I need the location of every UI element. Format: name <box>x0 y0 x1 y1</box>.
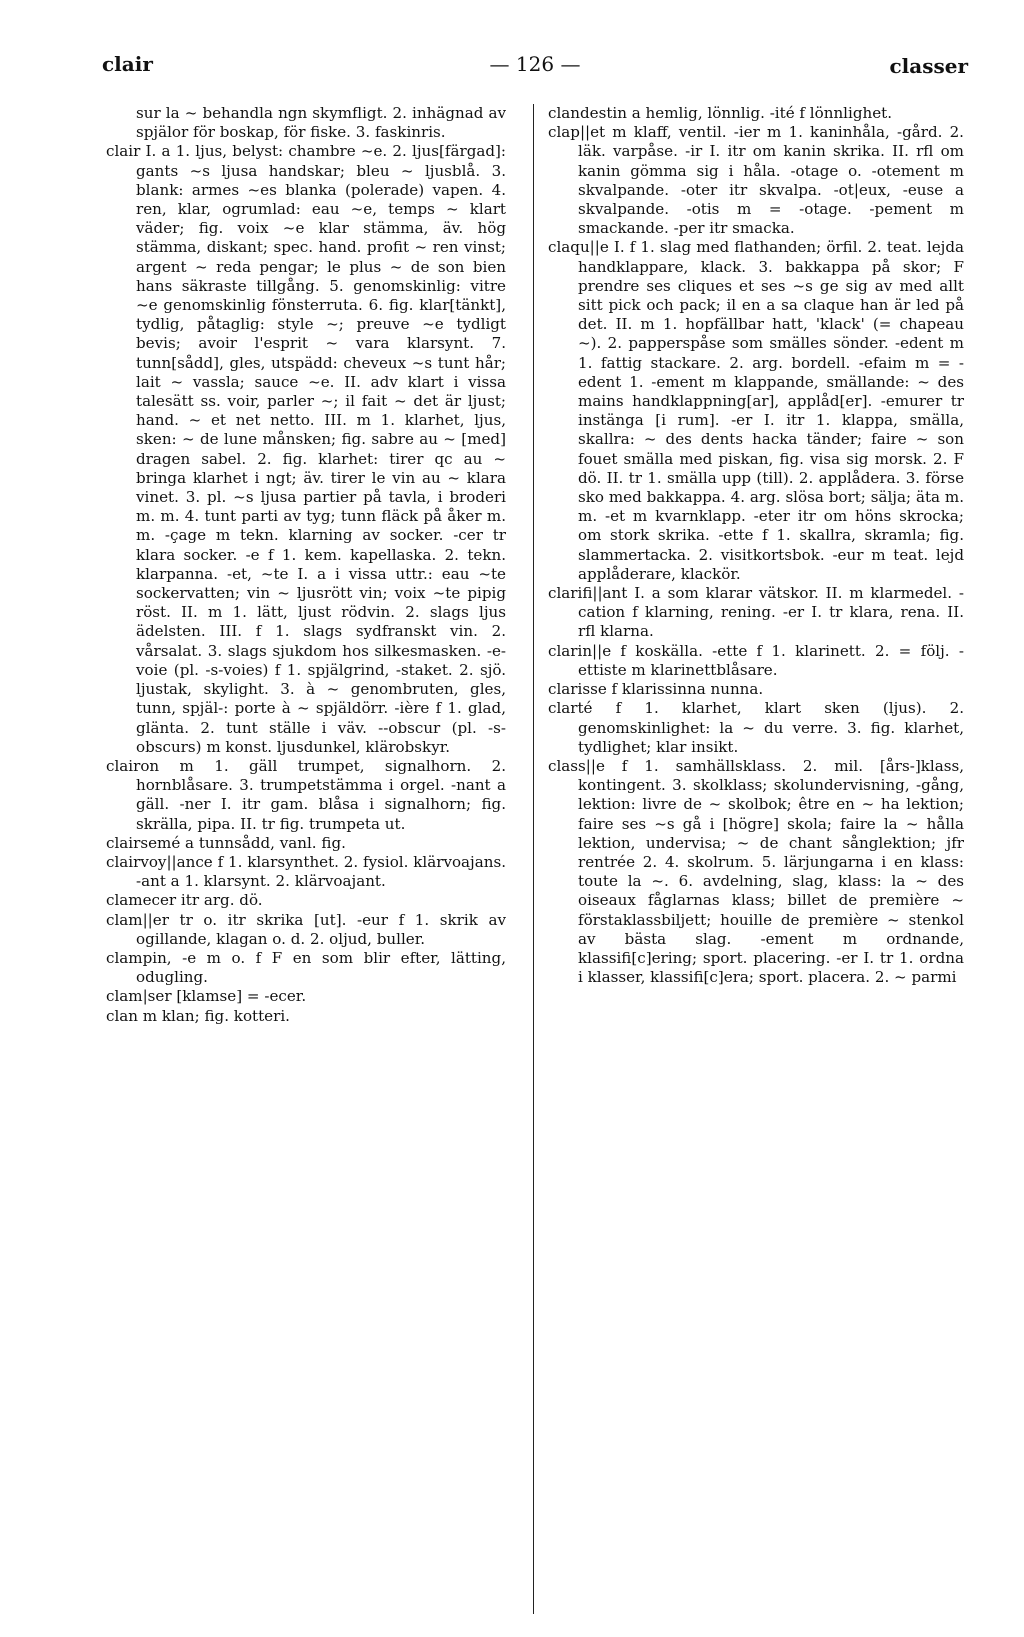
dictionary-entry: clairsemé a tunnsådd, vanl. fig. <box>106 833 346 852</box>
right-column <box>548 104 964 987</box>
dictionary-entry: clair I. a 1. ljus, belyst: chambre ~e. 2. ljus[färgad]: gants ~s ljusa handskar; bleu ~ ljusblå. 3. blank: armes ~es blanka (polerade) vapen. 4. ren, klar, ogrumlad: eau ~e, temps ~ klart väder; fig. voix ~e klar stämma, äv. hög stämma, diskant; spec. hand. profit ~ ren vinst; argent ~ reda pengar; le plus ~ de son bien hans säkraste tillgång. 5. genomskinlig: vitre ~e genomskinlig fönsterruta. 6. fig. klar[tänkt], tydlig, påtaglig: style ~; preuve ~e tydligt bevis; avoir l'esprit ~ vara klarsynt. 7. tunn[sådd], gles, utspädd: cheveux ~s tunt hår; lait ~ vassla; sauce ~e. II. adv klart i vissa talesätt ss. voir, parler ~; il fait ~ det är ljust; hand. ~ et net netto. III. m 1. klarhet, ljus, sken: ~ de lune månsken; fig. sabre au ~ [med] dragen sabel. 2. fig. klarhet: tirer qc au ~ bringa klarhet i ngt; äv. tirer le vin au ~ klara vinet. 3. pl. ~s ljusa partier på tavla, i broderi m. m. 4. tunt parti av tyg; tunn fläck på åker m. m. -çage m tekn. klarning av socker. -cer tr klara socker. -e f 1. kem. kapellaska. 2. tekn. klarpanna. -et, ~te I. a i vissa uttr.: eau ~te sockervatten; vin ~ ljusrött vin; voix ~te pipig röst. II. m 1. lätt, ljust rödvin. 2. slags ljus ädelsten. III. f 1. slags sydfranskt vin. 2. vårsalat. 3. slags sjukdom hos silkesmasken. -e-voie (pl. -s-voies) f 1. spjälgrind, -staket. 2. sjö. ljustak, skylight. 3. à ~ genombruten, gles, tunn, spjäl-: porte à ~ spjäldörr. -ière f 1. glad, glänta. 2. tunt ställe i väv. --obscur (pl. -s-obscurs) m konst. ljusdunkel, klärobskyr. <box>106 142 506 756</box>
dictionary-entry: clairon m 1. gäll trumpet, signalhorn. 2. hornblåsare. 3. trumpetstämma i orgel. -nant a gäll. -ner I. itr gam. blåsa i signalhorn; fig. skrälla, pipa. II. tr fig. trumpeta ut. <box>106 756 506 833</box>
dictionary-entry: clandestin a hemlig, lönnlig. -ité f lönnlighet. <box>548 104 892 122</box>
left-column <box>106 104 506 1026</box>
dictionary-entry: clairvoy||ance f 1. klarsynthet. 2. fysiol. klärvoajans. -ant a 1. klarsynt. 2. klärvoajant. <box>106 852 506 891</box>
dictionary-entry: clarisse f klarissinna nunna. <box>548 680 764 699</box>
dictionary-entry: clarifi||ant I. a som klarar vätskor. II. m klarmedel. -cation f klarning, rening. -er I. tr klara, rena. II. rfl klarna. <box>548 584 964 641</box>
dictionary-entry: clam|ser [klamse] = -ecer. <box>106 987 307 1006</box>
column-divider <box>533 104 534 1614</box>
header-left-guide-word: clair <box>102 52 153 76</box>
dictionary-entry: class||e f 1. samhällsklass. 2. mil. [års-]klass, kontingent. 3. skolklass; skolundervisning, -gång, lektion: livre de ~ skolbok; être en ~ ha lektion; faire ses ~s gå i [högre] skola; faire la ~ hålla lektion, undervisa; ~ de chant sånglektion; jfr rentrée 2. 4. skolrum. 5. lärjungarna i en klass: toute la ~. 6. avdelning, slag, klass: la ~ des oiseaux fåglarnas klass; billet de première ~ förstaklassbiljett; houille de première ~ stenkol av bästa slag. -ement m ordnande, klassifi[c]ering; sport. placering. -er I. tr 1. ordna i klasser, klassifi[c]era; sport. placera. 2. ~ parmi <box>548 756 964 987</box>
dictionary-entry: clamecer itr arg. dö. <box>106 891 263 910</box>
dictionary-entry: clap||et m klaff, ventil. -ier m 1. kaninhåla, -gård. 2. läk. varpåse. -ir I. itr om kanin skrika. II. rfl om kanin gömma sig i håla. -otage o. -otement m skvalpande. -oter itr skvalpa. -ot|eux, -euse a skvalpande. -otis m = -otage. -pement m smackande. -per itr smacka. <box>548 123 964 238</box>
dictionary-entry: clan m klan; fig. kotteri. <box>106 1006 290 1025</box>
dictionary-entry: sur la ~ behandla ngn skymfligt. 2. inhägnad av spjälor för boskap, för fiske. 3. faskinris. <box>136 104 506 142</box>
dictionary-entry: claqu||e I. f 1. slag med flathanden; örfil. 2. teat. lejda handklappare, klack. 3. bakkappa på skor; F prendre ses cliques et ses ~s ge sig av med allt sitt pick och pack; il en a sa claque han är led på det. II. m 1. hopfällbar hatt, 'klack' (= chapeau ~). 2. papperspåse som smälles sönder. -edent m 1. fattig stackare. 2. arg. bordell. -efaim m = -edent 1. -ement m klappande, smällande: ~ des mains handklappning[ar], applåd[er]. -emurer tr instänga [i rum]. -er I. itr 1. klappa, smälla, skallra: ~ des dents hacka tänder; faire ~ son fouet smälla med piskan, fig. visa sig morsk. 2. F dö. II. tr 1. smälla upp (till). 2. applådera. 3. förse sko med bakkappa. 4. arg. slösa bort; sälja; äta m. m. -et m kvarnklapp. -eter itr om höns skrocka; om stork skrika. -ette f 1. skallra, skramla; fig. slammertacka. 2. visitkortsbok. -eur m teat. lejd applåderare, klackör. <box>548 238 964 583</box>
dictionary-entry: clarin||e f koskälla. -ette f 1. klarinett. 2. = följ. -ettiste m klarinettblåsare. <box>548 641 964 679</box>
dictionary-entry: clam||er tr o. itr skrika [ut]. -eur f 1. skrik av ogillande, klagan o. d. 2. oljud, buller. <box>106 910 506 948</box>
page-number: — 126 — <box>489 52 581 76</box>
dictionary-entry: clampin, -e m o. f F en som blir efter, lätting, odugling. <box>106 948 506 987</box>
header-right-guide-word: classer <box>889 54 968 78</box>
dictionary-entry: clarté f 1. klarhet, klart sken (ljus). 2. genomskinlighet: la ~ du verre. 3. fig. klarhet, tydlighet; klar insikt. <box>548 699 964 756</box>
page-header <box>102 46 968 80</box>
